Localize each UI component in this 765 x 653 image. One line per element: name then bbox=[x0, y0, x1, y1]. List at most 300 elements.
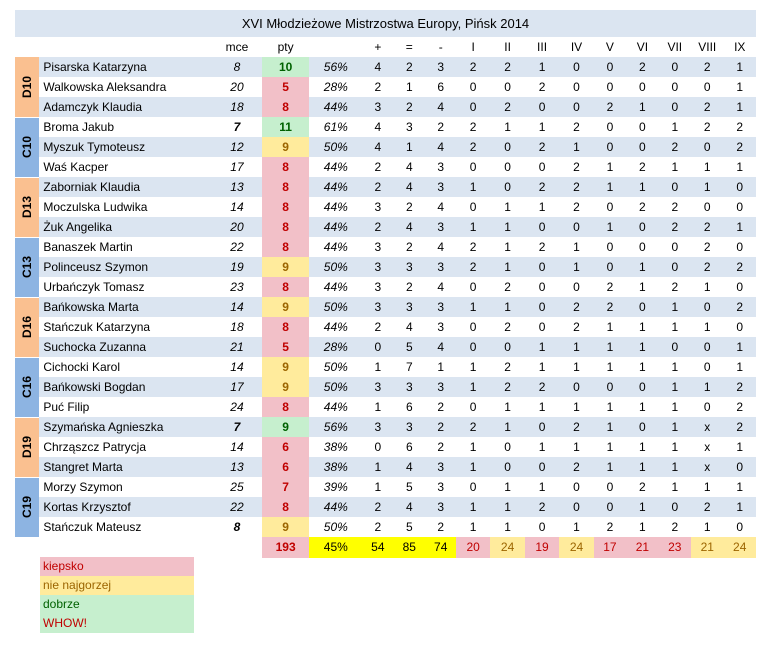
round-result-cell: 0 bbox=[626, 417, 658, 437]
round-result-cell: 1 bbox=[594, 157, 626, 177]
round-result-cell: 0 bbox=[723, 277, 756, 297]
percent-cell: 44% bbox=[309, 397, 363, 417]
player-name: Kortas Krzysztof bbox=[39, 497, 211, 517]
round-result-cell: 1 bbox=[559, 237, 593, 257]
draws-cell: 2 bbox=[393, 57, 425, 77]
header-round: V bbox=[594, 37, 626, 57]
round-result-cell: 1 bbox=[490, 237, 524, 257]
group-label-text: C16 bbox=[20, 375, 35, 399]
round-result-cell: 0 bbox=[456, 97, 490, 117]
round-result-cell: 0 bbox=[594, 137, 626, 157]
total-round: 24 bbox=[490, 537, 524, 558]
header-mce: mce bbox=[212, 37, 263, 57]
rank-cell: 8 bbox=[212, 57, 263, 77]
round-result-cell: 0 bbox=[594, 117, 626, 137]
percent-cell: 44% bbox=[309, 157, 363, 177]
draws-cell: 4 bbox=[393, 217, 425, 237]
round-result-cell: 2 bbox=[594, 517, 626, 537]
rank-cell: 18 bbox=[212, 317, 263, 337]
total-round: 21 bbox=[626, 537, 658, 558]
losses-cell: 4 bbox=[426, 237, 456, 257]
header-pty: pty bbox=[262, 37, 309, 57]
round-result-cell: 1 bbox=[490, 297, 524, 317]
losses-cell: 3 bbox=[426, 217, 456, 237]
round-result-cell: 1 bbox=[490, 477, 524, 497]
player-name: Moczulska Ludwika bbox=[39, 197, 211, 217]
round-result-cell: 0 bbox=[559, 497, 593, 517]
points-cell: 8 bbox=[262, 497, 309, 517]
total-losses: 74 bbox=[426, 537, 456, 558]
draws-cell: 3 bbox=[393, 257, 425, 277]
rank-cell: 14 bbox=[212, 297, 263, 317]
round-result-cell: 0 bbox=[659, 257, 691, 277]
total-round: 17 bbox=[594, 537, 626, 558]
header-eq: = bbox=[393, 37, 425, 57]
round-result-cell: 2 bbox=[490, 277, 524, 297]
player-name: Zaborniak Klaudia bbox=[39, 177, 211, 197]
draws-cell: 6 bbox=[393, 437, 425, 457]
round-result-cell: 1 bbox=[490, 417, 524, 437]
wins-cell: 2 bbox=[363, 177, 393, 197]
percent-cell: 50% bbox=[309, 517, 363, 537]
round-result-cell: 2 bbox=[525, 177, 559, 197]
round-result-cell: 2 bbox=[456, 117, 490, 137]
draws-cell: 3 bbox=[393, 117, 425, 137]
round-result-cell: 1 bbox=[456, 217, 490, 237]
round-result-cell: 0 bbox=[490, 457, 524, 477]
round-result-cell: 1 bbox=[490, 217, 524, 237]
total-round: 24 bbox=[723, 537, 756, 558]
points-cell: 8 bbox=[262, 97, 309, 117]
round-result-cell: 0 bbox=[525, 277, 559, 297]
round-result-cell: 1 bbox=[559, 517, 593, 537]
round-result-cell: 1 bbox=[626, 497, 658, 517]
player-name: Urbańczyk Tomasz bbox=[39, 277, 211, 297]
round-result-cell: 1 bbox=[626, 277, 658, 297]
round-result-cell: 0 bbox=[490, 77, 524, 97]
rank-cell: 20 bbox=[212, 77, 263, 97]
round-result-cell: 2 bbox=[525, 377, 559, 397]
round-result-cell: 2 bbox=[525, 497, 559, 517]
round-result-cell: 0 bbox=[559, 477, 593, 497]
round-result-cell: 2 bbox=[490, 357, 524, 377]
rank-cell: 22 bbox=[212, 237, 263, 257]
round-result-cell: 1 bbox=[559, 397, 593, 417]
group-label bbox=[15, 237, 39, 297]
round-result-cell: 2 bbox=[626, 197, 658, 217]
round-result-cell: 0 bbox=[594, 257, 626, 277]
rank-cell: 25 bbox=[212, 477, 263, 497]
group-label bbox=[15, 57, 39, 117]
group-label bbox=[15, 357, 39, 417]
round-result-cell: 1 bbox=[691, 377, 723, 397]
header-round: II bbox=[490, 37, 524, 57]
legend bbox=[40, 557, 194, 633]
wins-cell: 0 bbox=[363, 337, 393, 357]
points-cell: 8 bbox=[262, 157, 309, 177]
percent-cell: 28% bbox=[309, 337, 363, 357]
group-label-text: D16 bbox=[20, 315, 35, 339]
round-result-cell: 2 bbox=[559, 417, 593, 437]
round-result-cell: 1 bbox=[594, 457, 626, 477]
round-result-cell: 2 bbox=[723, 417, 756, 437]
round-result-cell: 2 bbox=[490, 57, 524, 77]
round-result-cell: 1 bbox=[559, 137, 593, 157]
header-minus: - bbox=[426, 37, 456, 57]
points-cell: 11 bbox=[262, 117, 309, 137]
round-result-cell: 2 bbox=[525, 77, 559, 97]
round-result-cell: 1 bbox=[626, 397, 658, 417]
round-result-cell: 2 bbox=[626, 57, 658, 77]
round-result-cell: 1 bbox=[594, 177, 626, 197]
round-result-cell: 0 bbox=[691, 337, 723, 357]
group-label bbox=[15, 417, 39, 477]
round-result-cell: 0 bbox=[490, 437, 524, 457]
round-result-cell: 1 bbox=[456, 497, 490, 517]
rank-cell: 14 bbox=[212, 437, 263, 457]
header-round: III bbox=[525, 37, 559, 57]
round-result-cell: 0 bbox=[525, 457, 559, 477]
round-result-cell: 0 bbox=[559, 217, 593, 237]
points-cell: 8 bbox=[262, 197, 309, 217]
round-result-cell: 2 bbox=[723, 397, 756, 417]
percent-cell: 44% bbox=[309, 237, 363, 257]
round-result-cell: 1 bbox=[594, 217, 626, 237]
round-result-cell: 2 bbox=[594, 277, 626, 297]
round-result-cell: 2 bbox=[559, 197, 593, 217]
totals-spacer bbox=[39, 537, 211, 558]
round-result-cell: 1 bbox=[490, 517, 524, 537]
round-result-cell: 0 bbox=[490, 177, 524, 197]
player-name: Szymańska Agnieszka bbox=[39, 417, 211, 437]
wins-cell: 2 bbox=[363, 217, 393, 237]
round-result-cell: 1 bbox=[594, 337, 626, 357]
round-result-cell: 0 bbox=[456, 77, 490, 97]
player-name: Broma Jakub bbox=[39, 117, 211, 137]
round-result-cell: 1 bbox=[626, 337, 658, 357]
round-result-cell: 2 bbox=[723, 297, 756, 317]
draws-cell: 4 bbox=[393, 317, 425, 337]
round-result-cell: 0 bbox=[723, 317, 756, 337]
round-result-cell: 0 bbox=[525, 517, 559, 537]
round-result-cell: 1 bbox=[456, 517, 490, 537]
wins-cell: 1 bbox=[363, 457, 393, 477]
wins-cell: 1 bbox=[363, 357, 393, 377]
player-name: Żuk Angelika bbox=[39, 217, 211, 237]
wins-cell: 4 bbox=[363, 57, 393, 77]
wins-cell: 1 bbox=[363, 477, 393, 497]
round-result-cell: 1 bbox=[594, 317, 626, 337]
round-result-cell: 0 bbox=[626, 377, 658, 397]
round-result-cell: 1 bbox=[490, 197, 524, 217]
round-result-cell: 2 bbox=[559, 117, 593, 137]
losses-cell: 3 bbox=[426, 477, 456, 497]
player-name: Polinceusz Szymon bbox=[39, 257, 211, 277]
round-result-cell: 1 bbox=[525, 117, 559, 137]
round-result-cell: 0 bbox=[456, 317, 490, 337]
rank-cell: 24 bbox=[212, 397, 263, 417]
points-cell: 6 bbox=[262, 457, 309, 477]
player-name: Puć Filip bbox=[39, 397, 211, 417]
round-result-cell: 1 bbox=[723, 477, 756, 497]
round-result-cell: 1 bbox=[659, 417, 691, 437]
round-result-cell: 0 bbox=[525, 257, 559, 277]
round-result-cell: 0 bbox=[594, 57, 626, 77]
round-result-cell: 2 bbox=[559, 177, 593, 197]
draws-cell: 3 bbox=[393, 297, 425, 317]
group-label-text: C10 bbox=[20, 135, 35, 159]
round-result-cell: 0 bbox=[559, 97, 593, 117]
percent-cell: 39% bbox=[309, 477, 363, 497]
round-result-cell: 2 bbox=[490, 97, 524, 117]
losses-cell: 3 bbox=[426, 317, 456, 337]
round-result-cell: 1 bbox=[456, 177, 490, 197]
round-result-cell: 1 bbox=[723, 497, 756, 517]
table-row bbox=[15, 497, 756, 517]
table-row bbox=[15, 137, 756, 157]
draws-cell: 2 bbox=[393, 277, 425, 297]
rank-cell: 17 bbox=[212, 377, 263, 397]
player-name: Waś Kacper bbox=[39, 157, 211, 177]
losses-cell: 2 bbox=[426, 417, 456, 437]
round-result-cell: 0 bbox=[626, 117, 658, 137]
points-cell: 9 bbox=[262, 297, 309, 317]
round-result-cell: 0 bbox=[456, 477, 490, 497]
points-cell: 5 bbox=[262, 337, 309, 357]
round-result-cell: 2 bbox=[691, 237, 723, 257]
round-result-cell: 0 bbox=[659, 237, 691, 257]
round-result-cell: 0 bbox=[691, 357, 723, 377]
player-name: Banaszek Martin bbox=[39, 237, 211, 257]
round-result-cell: 1 bbox=[525, 337, 559, 357]
draws-cell: 5 bbox=[393, 477, 425, 497]
draws-cell: 5 bbox=[393, 337, 425, 357]
round-result-cell: 1 bbox=[691, 157, 723, 177]
round-result-cell: 2 bbox=[559, 157, 593, 177]
wins-cell: 3 bbox=[363, 377, 393, 397]
round-result-cell: 2 bbox=[723, 137, 756, 157]
round-result-cell: 0 bbox=[525, 97, 559, 117]
draws-cell: 1 bbox=[393, 137, 425, 157]
draws-cell: 1 bbox=[393, 77, 425, 97]
losses-cell: 3 bbox=[426, 257, 456, 277]
group-label-text: D10 bbox=[20, 75, 35, 98]
round-result-cell: 0 bbox=[559, 77, 593, 97]
round-result-cell: 0 bbox=[456, 337, 490, 357]
round-result-cell: 1 bbox=[626, 257, 658, 277]
draws-cell: 2 bbox=[393, 97, 425, 117]
round-result-cell: 2 bbox=[456, 57, 490, 77]
points-cell: 9 bbox=[262, 377, 309, 397]
percent-cell: 44% bbox=[309, 317, 363, 337]
round-result-cell: 1 bbox=[659, 437, 691, 457]
header-plus: + bbox=[363, 37, 393, 57]
group-label-text: D19 bbox=[20, 435, 35, 459]
losses-cell: 4 bbox=[426, 97, 456, 117]
round-result-cell: 0 bbox=[723, 177, 756, 197]
round-result-cell: 2 bbox=[456, 137, 490, 157]
totals-row bbox=[15, 537, 756, 558]
wins-cell: 3 bbox=[363, 197, 393, 217]
losses-cell: 2 bbox=[426, 437, 456, 457]
round-result-cell: 1 bbox=[456, 297, 490, 317]
percent-cell: 44% bbox=[309, 497, 363, 517]
draws-cell: 3 bbox=[393, 417, 425, 437]
round-result-cell: 0 bbox=[659, 177, 691, 197]
results-table bbox=[15, 37, 756, 558]
round-result-cell: 1 bbox=[490, 117, 524, 137]
rank-cell: 23 bbox=[212, 277, 263, 297]
header-round: IX bbox=[723, 37, 756, 57]
round-result-cell: 2 bbox=[691, 117, 723, 137]
totals-spacer bbox=[212, 537, 263, 558]
round-result-cell: 1 bbox=[723, 437, 756, 457]
round-result-cell: 2 bbox=[626, 477, 658, 497]
round-result-cell: 1 bbox=[723, 337, 756, 357]
round-result-cell: 0 bbox=[456, 197, 490, 217]
legend-item: nie najgorzej bbox=[40, 576, 194, 595]
round-result-cell: 1 bbox=[594, 357, 626, 377]
losses-cell: 3 bbox=[426, 297, 456, 317]
percent-cell: 44% bbox=[309, 97, 363, 117]
round-result-cell: 0 bbox=[594, 197, 626, 217]
rank-cell: 21 bbox=[212, 337, 263, 357]
round-result-cell: 1 bbox=[559, 437, 593, 457]
player-name: Morzy Szymon bbox=[39, 477, 211, 497]
round-result-cell: 0 bbox=[456, 397, 490, 417]
total-wins: 54 bbox=[363, 537, 393, 558]
round-result-cell: x bbox=[691, 417, 723, 437]
player-name: Walkowska Aleksandra bbox=[39, 77, 211, 97]
losses-cell: 3 bbox=[426, 177, 456, 197]
table-row bbox=[15, 357, 756, 377]
round-result-cell: 2 bbox=[456, 257, 490, 277]
round-result-cell: 0 bbox=[626, 217, 658, 237]
player-name: Myszuk Tymoteusz bbox=[39, 137, 211, 157]
losses-cell: 4 bbox=[426, 137, 456, 157]
player-name: Bańkowska Marta bbox=[39, 297, 211, 317]
round-result-cell: 0 bbox=[659, 57, 691, 77]
percent-cell: 56% bbox=[309, 417, 363, 437]
table-row bbox=[15, 437, 756, 457]
round-result-cell: 0 bbox=[559, 377, 593, 397]
header-round: VI bbox=[626, 37, 658, 57]
draws-cell: 7 bbox=[393, 357, 425, 377]
round-result-cell: 1 bbox=[626, 457, 658, 477]
round-result-cell: 1 bbox=[559, 257, 593, 277]
rank-cell: 14 bbox=[212, 197, 263, 217]
percent-cell: 44% bbox=[309, 217, 363, 237]
group-label bbox=[15, 297, 39, 357]
round-result-cell: 1 bbox=[659, 457, 691, 477]
round-result-cell: 1 bbox=[659, 297, 691, 317]
draws-cell: 2 bbox=[393, 197, 425, 217]
losses-cell: 4 bbox=[426, 337, 456, 357]
total-draws: 85 bbox=[393, 537, 425, 558]
total-round: 20 bbox=[456, 537, 490, 558]
group-label bbox=[15, 477, 39, 537]
round-result-cell: 2 bbox=[691, 497, 723, 517]
table-row bbox=[15, 77, 756, 97]
round-result-cell: 2 bbox=[559, 317, 593, 337]
rank-cell: 13 bbox=[212, 177, 263, 197]
player-name: Stańczuk Katarzyna bbox=[39, 317, 211, 337]
round-result-cell: 0 bbox=[594, 497, 626, 517]
legend-item: WHOW! bbox=[40, 614, 194, 633]
percent-cell: 38% bbox=[309, 457, 363, 477]
group-label-text: C19 bbox=[20, 495, 35, 519]
round-result-cell: 2 bbox=[456, 237, 490, 257]
round-result-cell: 1 bbox=[659, 317, 691, 337]
round-result-cell: 1 bbox=[659, 357, 691, 377]
percent-cell: 50% bbox=[309, 357, 363, 377]
points-cell: 8 bbox=[262, 277, 309, 297]
round-result-cell: 2 bbox=[691, 257, 723, 277]
round-result-cell: 2 bbox=[659, 197, 691, 217]
percent-cell: 28% bbox=[309, 77, 363, 97]
results-sheet bbox=[15, 10, 756, 558]
wins-cell: 2 bbox=[363, 157, 393, 177]
table-row bbox=[15, 517, 756, 537]
table-row bbox=[15, 457, 756, 477]
round-result-cell: 0 bbox=[626, 137, 658, 157]
table-row bbox=[15, 57, 756, 77]
table-row bbox=[15, 257, 756, 277]
total-points: 193 bbox=[262, 537, 309, 558]
percent-cell: 44% bbox=[309, 197, 363, 217]
header-round: VII bbox=[659, 37, 691, 57]
round-result-cell: 1 bbox=[490, 257, 524, 277]
wins-cell: 0 bbox=[363, 437, 393, 457]
player-name: Suchocka Zuzanna bbox=[39, 337, 211, 357]
wins-cell: 4 bbox=[363, 137, 393, 157]
header-round: VIII bbox=[691, 37, 723, 57]
round-result-cell: 2 bbox=[691, 97, 723, 117]
round-result-cell: 0 bbox=[559, 277, 593, 297]
header-round: I bbox=[456, 37, 490, 57]
player-name: Bańkowski Bogdan bbox=[39, 377, 211, 397]
table-row bbox=[15, 297, 756, 317]
group-label bbox=[15, 117, 39, 177]
points-cell: 7 bbox=[262, 477, 309, 497]
round-result-cell: 2 bbox=[559, 297, 593, 317]
round-result-cell: 2 bbox=[659, 517, 691, 537]
points-cell: 9 bbox=[262, 357, 309, 377]
round-result-cell: 2 bbox=[723, 377, 756, 397]
round-result-cell: 0 bbox=[456, 277, 490, 297]
round-result-cell: 2 bbox=[723, 117, 756, 137]
rank-cell: 20 bbox=[212, 217, 263, 237]
round-result-cell: 0 bbox=[490, 137, 524, 157]
losses-cell: 1 bbox=[426, 357, 456, 377]
round-result-cell: 1 bbox=[525, 477, 559, 497]
percent-cell: 44% bbox=[309, 277, 363, 297]
round-result-cell: 0 bbox=[691, 397, 723, 417]
round-result-cell: x bbox=[691, 457, 723, 477]
rank-cell: 13 bbox=[212, 457, 263, 477]
round-result-cell: 2 bbox=[723, 257, 756, 277]
losses-cell: 3 bbox=[426, 157, 456, 177]
percent-cell: 50% bbox=[309, 377, 363, 397]
round-result-cell: 2 bbox=[456, 417, 490, 437]
round-result-cell: 0 bbox=[525, 417, 559, 437]
legend-item: kiepsko bbox=[40, 557, 194, 576]
rank-cell: 7 bbox=[212, 117, 263, 137]
round-result-cell: 0 bbox=[723, 197, 756, 217]
round-result-cell: 0 bbox=[594, 477, 626, 497]
total-round: 23 bbox=[659, 537, 691, 558]
round-result-cell: 0 bbox=[691, 197, 723, 217]
